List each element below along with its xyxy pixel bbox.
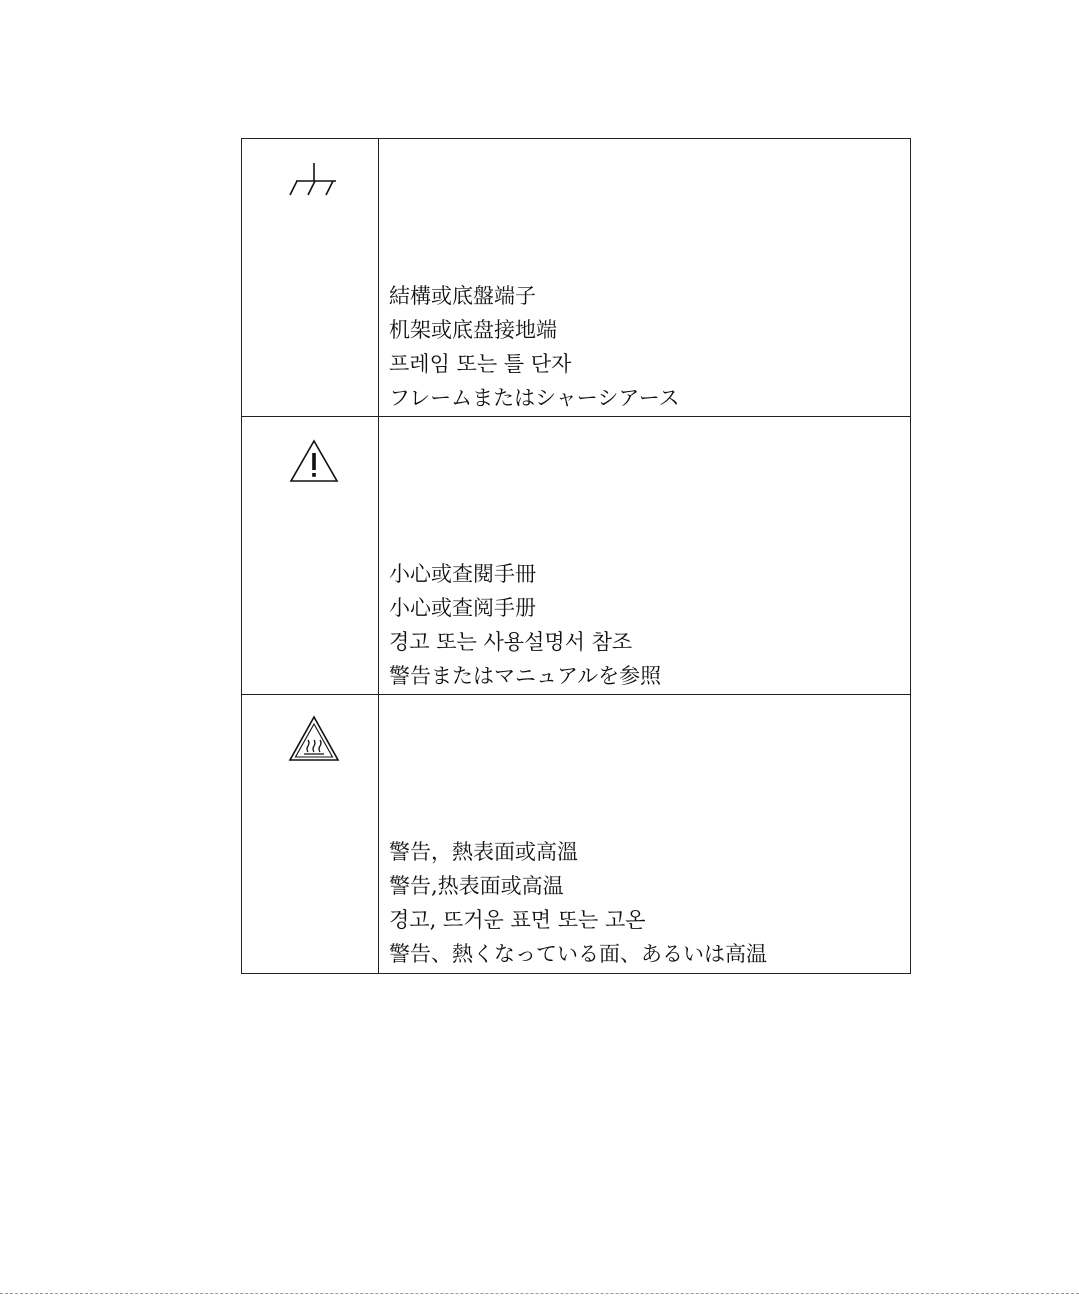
symbol-cell — [242, 695, 379, 974]
description-line: 프레임 또는 틀 단자 — [389, 352, 572, 376]
description-cell — [379, 695, 911, 974]
table-row-frame-ground — [242, 139, 911, 417]
description-list — [389, 557, 900, 693]
description-line: フレームまたはシャーシアース — [389, 386, 680, 410]
description-line: 小心或查阅手册 — [389, 596, 536, 620]
frame-ground-icon — [288, 159, 340, 207]
safety-symbols-table — [241, 138, 911, 974]
description-list — [389, 279, 900, 415]
description-list — [389, 835, 900, 971]
description-line: 경고 또는 사용설명서 참조 — [389, 630, 633, 654]
symbol-cell — [242, 417, 379, 695]
description-line: 警告またはマニュアルを参照 — [389, 664, 662, 688]
description-line: 机架或底盘接地端 — [389, 318, 557, 342]
description-line: 警告,热表面或高温 — [389, 874, 564, 898]
description-line: 結構或底盤端子 — [389, 284, 536, 308]
description-line: 警告、熱くなっている面、あるいは高温 — [389, 942, 767, 966]
symbol-cell — [242, 139, 379, 417]
description-line: 경고, 뜨거운 표면 또는 고온 — [389, 908, 646, 932]
caution-triangle-icon — [288, 437, 340, 485]
description-line: 小心或查閱手冊 — [389, 562, 536, 586]
page-bottom-rule — [0, 1293, 1079, 1294]
table-row-caution — [242, 417, 911, 695]
description-line: 警告，熱表面或高溫 — [389, 840, 578, 864]
hot-surface-icon — [288, 715, 340, 763]
description-cell — [379, 417, 911, 695]
description-cell — [379, 139, 911, 417]
table-row-hot-surface — [242, 695, 911, 974]
